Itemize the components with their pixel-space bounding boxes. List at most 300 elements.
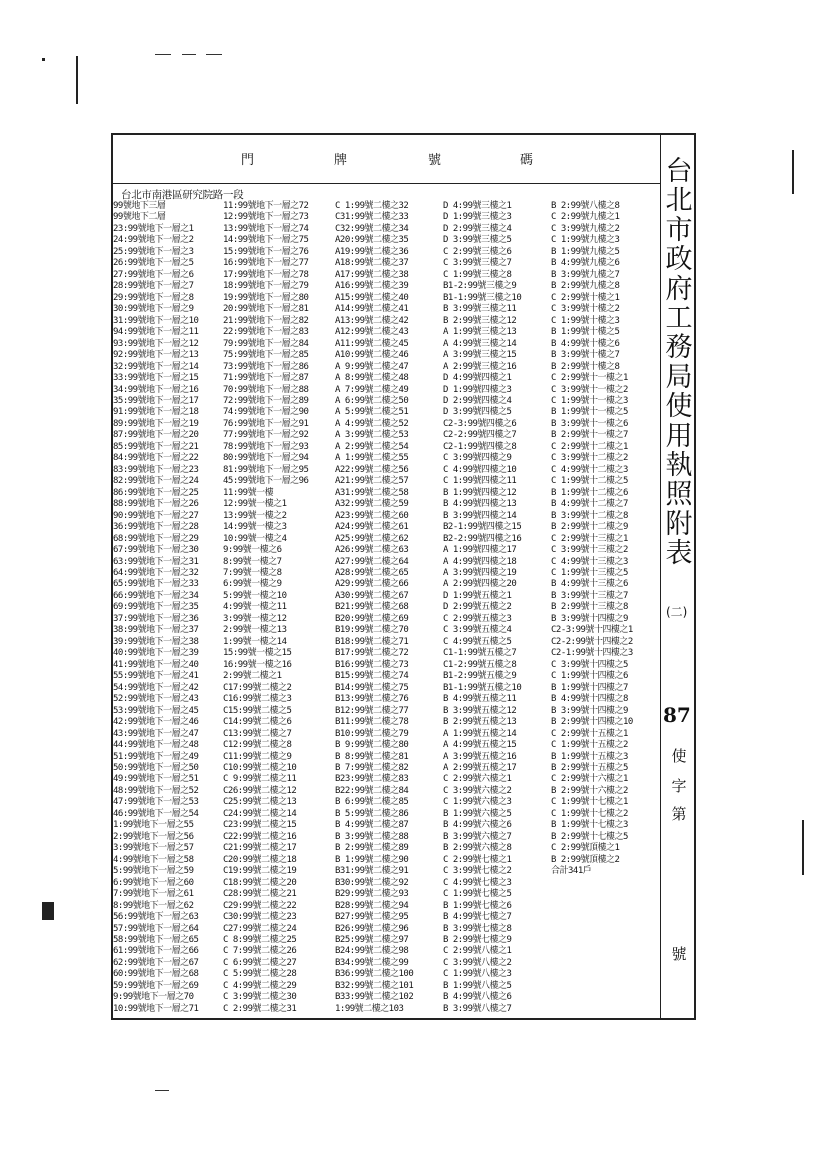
address-entry: D 2:99號四樓之4	[443, 395, 512, 406]
address-entry: B1-2:99號三樓之9	[443, 281, 517, 292]
address-entry: C 7:99號二樓之26	[223, 946, 297, 957]
address-entry: D 4:99號三樓之1	[443, 201, 512, 211]
address-entry: C 1:99號十四樓之6	[551, 671, 628, 682]
address-entry: 15:99號地下一層之76	[223, 246, 309, 257]
address-entry: 35:99號地下一層之17	[113, 395, 199, 406]
address-entry: C1-2:99號五樓之8	[443, 659, 517, 670]
address-entry: B25:99號二樓之97	[335, 935, 409, 945]
address-entry: B16:99號二樓之73	[335, 659, 409, 670]
address-entry: C 1:99號九樓之3	[551, 235, 620, 246]
address-entry: C 1:99號十二樓之5	[551, 476, 628, 487]
scan-mark	[76, 56, 78, 104]
address-entry: C 4:99號四樓之10	[443, 464, 517, 475]
address-entry: C2-3:99號十四樓之1	[551, 625, 633, 636]
address-entry: A 2:99號三樓之16	[443, 361, 517, 372]
header-char: 門	[241, 153, 256, 168]
address-entry: C 2:99號三樓之6	[443, 246, 512, 257]
address-entry: 10:99號一樓之4	[223, 533, 287, 544]
address-entry: B18:99號二樓之71	[335, 636, 409, 647]
address-entry: 11:99號地下一層之72	[223, 201, 309, 211]
address-entry: C 3:99號六樓之2	[443, 785, 512, 796]
address-entry: A29:99號二樓之66	[335, 579, 409, 590]
address-entry: 70:99號地下一層之88	[223, 384, 309, 395]
address-column-5	[551, 201, 661, 878]
address-entry: D 3:99號四樓之5	[443, 407, 512, 418]
scan-mark	[206, 54, 222, 55]
address-entry: B 3:99號六樓之7	[443, 831, 512, 842]
address-entry: 99號地下二層	[113, 212, 166, 223]
address-entry: 20:99號地下一層之81	[223, 304, 309, 315]
address-entry: C 1:99號十樓之3	[551, 315, 620, 326]
address-entry: 42:99號地下一層之46	[113, 717, 199, 728]
address-entry: C25:99號二樓之13	[223, 797, 297, 808]
address-entry: C 2:99號六樓之1	[443, 774, 512, 785]
address-entry: B 3:99號十四樓之9	[551, 613, 628, 624]
address-entry: C27:99號二樓之24	[223, 923, 297, 934]
address-entry: B2-2:99號四樓之16	[443, 533, 522, 544]
address-entry: 88:99號地下一層之26	[113, 499, 199, 510]
address-entry: 17:99號地下一層之78	[223, 269, 309, 280]
scan-mark	[182, 54, 196, 55]
address-entry: 6:99號地下一層之60	[113, 877, 194, 888]
address-entry: A 3:99號三樓之15	[443, 350, 517, 361]
document-title: 台北市政府工務局使用執照附表	[665, 156, 693, 570]
address-entry: 92:99號地下一層之13	[113, 350, 199, 361]
permit-label: 第	[671, 805, 687, 823]
address-entry: 53:99號地下一層之45	[113, 705, 199, 716]
address-entry: 14:99號一樓之3	[223, 522, 287, 533]
address-entry: B1-2:99號五樓之9	[443, 671, 517, 682]
address-entry: A19:99號二樓之36	[335, 246, 409, 257]
address-entry: 21:99號地下一層之82	[223, 315, 309, 326]
scan-mark	[42, 902, 54, 920]
address-entry: A 9:99號二樓之47	[335, 361, 409, 372]
address-entry: B 1:99號十五樓之3	[551, 751, 628, 762]
address-entry: 47:99號地下一層之53	[113, 797, 199, 808]
address-entry: 24:99號地下一層之2	[113, 235, 194, 246]
address-entry: B36:99號二樓之100	[335, 969, 414, 980]
address-entry: B 2:99號五樓之13	[443, 717, 517, 728]
address-entry: 13:99號一樓之2	[223, 510, 287, 521]
address-entry: D 2:99號五樓之2	[443, 602, 512, 613]
address-entry: C 4:99號二樓之29	[223, 980, 297, 991]
address-entry: 6:99號一樓之9	[223, 579, 282, 590]
address-entry: A31:99號二樓之58	[335, 487, 409, 498]
address-entry: C2-2:99號十四樓之2	[551, 636, 633, 647]
address-entry: 23:99號地下一層之1	[113, 223, 194, 234]
address-entry: C 1:99號八樓之3	[443, 969, 512, 980]
address-entry: 2:99號二樓之1	[223, 671, 282, 682]
address-entry: B32:99號二樓之101	[335, 980, 414, 991]
permit-label: 使	[671, 747, 687, 765]
address-entry: B 3:99號七樓之8	[443, 923, 512, 934]
address-entry: C 4:99號五樓之5	[443, 636, 512, 647]
address-entry: 16:99號一樓之16	[223, 659, 292, 670]
address-entry: C32:99號二樓之34	[335, 223, 409, 234]
address-entry: C 1:99號十一樓之3	[551, 395, 628, 406]
address-entry: 13:99號地下一層之74	[223, 223, 309, 234]
address-entry: 57:99號地下一層之64	[113, 923, 199, 934]
address-entry: B 1:99號六樓之5	[443, 808, 512, 819]
permit-label: 字	[671, 777, 687, 795]
address-entry: B 1:99號十樓之5	[551, 327, 620, 338]
address-entry: 43:99號地下一層之47	[113, 728, 199, 739]
address-entry: B 3:99號二樓之88	[335, 831, 409, 842]
address-entry: C24:99號二樓之14	[223, 808, 297, 819]
address-entry: C 2:99號頂樓之1	[551, 843, 620, 854]
address-entry: A18:99號二樓之37	[335, 258, 409, 269]
address-entry: A21:99號二樓之57	[335, 476, 409, 487]
address-entry: C29:99號二樓之22	[223, 900, 297, 911]
address-entry: C 2:99號二樓之31	[223, 1003, 297, 1014]
address-entry: 58:99號地下一層之65	[113, 935, 199, 945]
address-entry: D 3:99號三樓之5	[443, 235, 512, 246]
address-entry: C 1:99號七樓之5	[443, 889, 512, 900]
address-entry: C 3:99號十二樓之2	[551, 453, 628, 464]
address-entry: A 6:99號二樓之50	[335, 395, 409, 406]
address-entry: A26:99號二樓之63	[335, 545, 409, 556]
address-entry: 68:99號地下一層之29	[113, 533, 199, 544]
address-entry: A23:99號二樓之60	[335, 510, 409, 521]
address-entry: B 9:99號二樓之80	[335, 740, 409, 751]
address-entry: 52:99號地下一層之43	[113, 694, 199, 705]
address-entry: A 1:99號三樓之13	[443, 327, 517, 338]
address-entry: A 2:99號四樓之20	[443, 579, 517, 590]
address-entry: B 3:99號三樓之11	[443, 304, 517, 315]
address-entry: 90:99號地下一層之27	[113, 510, 199, 521]
address-entry: B13:99號二樓之76	[335, 694, 409, 705]
document-title-suffix: (二)	[666, 605, 688, 619]
address-entry: C 2:99號十二樓之1	[551, 441, 628, 452]
header-char: 號	[428, 153, 443, 168]
address-entry: 84:99號地下一層之22	[113, 453, 199, 464]
address-entry: B 2:99號十二樓之9	[551, 522, 628, 533]
address-entry: 27:99號地下一層之6	[113, 269, 194, 280]
scan-mark	[792, 150, 794, 194]
address-entry: B 1:99號十一樓之5	[551, 407, 628, 418]
address-entry: B 1:99號七樓之6	[443, 900, 512, 911]
address-entry: B 2:99號十樓之8	[551, 361, 620, 372]
address-entry: B 2:99號頂樓之2	[551, 854, 620, 865]
address-entry: 32:99號地下一層之14	[113, 361, 199, 372]
address-entry: 72:99號地下一層之89	[223, 395, 309, 406]
address-entry: 48:99號地下一層之52	[113, 785, 199, 796]
address-entry: B 1:99號十七樓之3	[551, 820, 628, 831]
address-entry: C 2:99號十五樓之1	[551, 728, 628, 739]
address-entry: B 4:99號十樓之6	[551, 338, 620, 349]
address-entry: C26:99號二樓之12	[223, 785, 297, 796]
address-entry: A 8:99號二樓之48	[335, 373, 409, 384]
address-entry: 19:99號地下一層之80	[223, 292, 309, 303]
permit-number: 87	[663, 703, 691, 727]
address-entry: A 7:99號二樓之49	[335, 384, 409, 395]
scan-mark	[802, 820, 804, 875]
address-entry: D 1:99號三樓之3	[443, 212, 512, 223]
address-entry: 64:99號地下一層之32	[113, 568, 199, 578]
address-entry: D 1:99號四樓之3	[443, 384, 512, 395]
address-entry: B 2:99號十五樓之5	[551, 762, 628, 773]
address-entry: A22:99號二樓之56	[335, 464, 409, 475]
address-entry: C23:99號二樓之15	[223, 820, 297, 831]
address-entry: 2:99號一樓之13	[223, 625, 287, 636]
side-panel	[660, 135, 695, 1018]
address-entry: 75:99號地下一層之85	[223, 350, 309, 361]
address-entry: C 2:99號五樓之3	[443, 613, 512, 624]
address-entry: 4:99號地下一層之58	[113, 854, 194, 865]
permit-label: 號	[671, 945, 687, 963]
address-entry: 94:99號地下一層之11	[113, 327, 199, 338]
address-entry: 76:99號地下一層之91	[223, 418, 309, 429]
address-entry: A30:99號二樓之67	[335, 590, 409, 601]
address-entry: C 5:99號二樓之28	[223, 969, 297, 980]
address-entry: A 4:99號二樓之52	[335, 418, 409, 429]
address-entry: A 1:99號五樓之14	[443, 728, 517, 739]
address-entry: 7:99號一樓之8	[223, 568, 282, 578]
address-entry: B 3:99號十四樓之9	[551, 705, 628, 716]
address-entry: B19:99號二樓之70	[335, 625, 409, 636]
address-entry: A 2:99號五樓之17	[443, 762, 517, 773]
address-entry: C 8:99號二樓之25	[223, 935, 297, 945]
address-entry: B29:99號二樓之93	[335, 889, 409, 900]
address-entry: A 4:99號五樓之15	[443, 740, 517, 751]
address-entry: 2:99號地下一層之56	[113, 831, 194, 842]
address-entry: B 1:99號十四樓之7	[551, 682, 628, 693]
address-entry: C12:99號二樓之8	[223, 740, 292, 751]
address-entry: C 4:99號七樓之3	[443, 877, 512, 888]
address-entry: C 2:99號八樓之1	[443, 946, 512, 957]
address-entry: B31:99號二樓之91	[335, 866, 409, 877]
address-entry: C 6:99號二樓之27	[223, 957, 297, 968]
address-entry: 25:99號地下一層之3	[113, 246, 194, 257]
address-entry: 55:99號地下一層之41	[113, 671, 199, 682]
address-entry: 45:99號地下一層之96	[223, 476, 309, 487]
address-entry: 69:99號地下一層之35	[113, 602, 199, 613]
address-entry: 12:99號地下一層之73	[223, 212, 309, 223]
address-entry: B 3:99號十二樓之8	[551, 510, 628, 521]
table-header	[113, 135, 660, 184]
address-entry: B 1:99號八樓之5	[443, 980, 512, 991]
address-entry: B 2:99號七樓之9	[443, 935, 512, 945]
address-entry: B23:99號二樓之83	[335, 774, 409, 785]
address-entry: C22:99號二樓之16	[223, 831, 297, 842]
address-entry: A27:99號二樓之64	[335, 556, 409, 567]
header-char: 牌	[334, 153, 349, 168]
address-entry: 81:99號地下一層之95	[223, 464, 309, 475]
address-entry: 80:99號地下一層之94	[223, 453, 309, 464]
address-entry: A 1:99號四樓之17	[443, 545, 517, 556]
address-entry: 86:99號地下一層之25	[113, 487, 199, 498]
address-entry: B 2:99號三樓之12	[443, 315, 517, 326]
address-entry: B 2:99號八樓之8	[551, 201, 620, 211]
address-entry: 87:99號地下一層之20	[113, 430, 199, 441]
address-entry: C 2:99號十樓之1	[551, 292, 620, 303]
address-entry: 51:99號地下一層之49	[113, 751, 199, 762]
address-entry: B24:99號二樓之98	[335, 946, 409, 957]
address-entry: A24:99號二樓之61	[335, 522, 409, 533]
address-entry: B 8:99號二樓之81	[335, 751, 409, 762]
address-entry: 4:99號一樓之11	[223, 602, 287, 613]
address-entry: B 7:99號二樓之82	[335, 762, 409, 773]
address-entry: B34:99號二樓之99	[335, 957, 409, 968]
address-entry: 15:99號一樓之15	[223, 648, 292, 659]
address-entry: B 4:99號十三樓之6	[551, 579, 628, 590]
address-entry: B 2:99號九樓之8	[551, 281, 620, 292]
address-entry: C 2:99號十三樓之1	[551, 533, 628, 544]
address-entry: A13:99號二樓之42	[335, 315, 409, 326]
address-entry: C13:99號二樓之7	[223, 728, 292, 739]
address-entry: C 1:99號二樓之32	[335, 201, 409, 211]
address-entry: B 3:99號四樓之14	[443, 510, 517, 521]
address-entry: 1:99號地下一層之55	[113, 820, 194, 831]
address-entry: C 3:99號十三樓之2	[551, 545, 628, 556]
address-entry: B 3:99號九樓之7	[551, 269, 620, 280]
address-entry: C17:99號二樓之2	[223, 682, 292, 693]
address-entry: 16:99號地下一層之77	[223, 258, 309, 269]
address-entry: B1-1:99號三樓之10	[443, 292, 522, 303]
address-column-1	[113, 201, 223, 1015]
address-entry: 82:99號地下一層之24	[113, 476, 199, 487]
address-entry: B17:99號二樓之72	[335, 648, 409, 659]
address-entry: 60:99號地下一層之68	[113, 969, 199, 980]
address-entry: C 1:99號四樓之11	[443, 476, 517, 487]
address-entry: B26:99號二樓之96	[335, 923, 409, 934]
address-entry: 8:99號一樓之7	[223, 556, 282, 567]
address-entry: B 4:99號五樓之11	[443, 694, 517, 705]
address-entry: B 2:99號十七樓之5	[551, 831, 628, 842]
address-entry: A 3:99號五樓之16	[443, 751, 517, 762]
address-entry: C31:99號二樓之33	[335, 212, 409, 223]
address-entry: A15:99號二樓之40	[335, 292, 409, 303]
address-entry: A28:99號二樓之65	[335, 568, 409, 578]
address-entry: 5:99號地下一層之59	[113, 866, 194, 877]
address-entry: B22:99號二樓之84	[335, 785, 409, 796]
address-entry: 11:99號一樓	[223, 487, 274, 498]
address-entry: B 3:99號十樓之7	[551, 350, 620, 361]
street-name: 台北市南港區研究院路一段	[121, 189, 244, 201]
address-entry: 61:99號地下一層之66	[113, 946, 199, 957]
address-entry: 1:99號二樓之103	[335, 1003, 404, 1014]
address-entry: C10:99號二樓之10	[223, 762, 297, 773]
address-entry: B 1:99號九樓之5	[551, 246, 620, 257]
address-entry: 9:99號一樓之6	[223, 545, 282, 556]
address-entry: 3:99號一樓之12	[223, 613, 287, 624]
address-entry: A11:99號二樓之45	[335, 338, 409, 349]
address-entry: B 2:99號六樓之8	[443, 843, 512, 854]
address-entry: 33:99號地下一層之15	[113, 373, 199, 384]
address-entry: 9:99號地下一層之70	[113, 992, 194, 1003]
address-entry: C 4:99號十二樓之3	[551, 464, 628, 475]
address-entry: B 4:99號八樓之6	[443, 992, 512, 1003]
address-entry: B 3:99號五樓之12	[443, 705, 517, 716]
address-entry: 14:99號地下一層之75	[223, 235, 309, 246]
address-entry: C1-1:99號五樓之7	[443, 648, 517, 659]
address-entry: C 2:99號十一樓之1	[551, 373, 628, 384]
address-entry: B 5:99號二樓之86	[335, 808, 409, 819]
address-entry: B 4:99號四樓之13	[443, 499, 517, 510]
address-entry: C15:99號二樓之5	[223, 705, 292, 716]
address-entry: 56:99號地下一層之63	[113, 912, 199, 923]
address-entry: 30:99號地下一層之9	[113, 304, 194, 315]
address-entry: 5:99號一樓之10	[223, 590, 287, 601]
address-entry: A17:99號二樓之38	[335, 269, 409, 280]
address-entry: B15:99號二樓之74	[335, 671, 409, 682]
address-entry: C 3:99號二樓之30	[223, 992, 297, 1003]
address-entry: B 4:99號七樓之7	[443, 912, 512, 923]
address-table	[111, 133, 696, 1020]
address-entry: A 4:99號三樓之14	[443, 338, 517, 349]
address-entry: 7:99號地下一層之61	[113, 889, 194, 900]
address-entry: B10:99號二樓之79	[335, 728, 409, 739]
address-entry: 74:99號地下一層之90	[223, 407, 309, 418]
address-entry: B 2:99號十一樓之7	[551, 430, 628, 441]
address-entry: 83:99號地下一層之23	[113, 464, 199, 475]
address-entry: 12:99號一樓之1	[223, 499, 287, 510]
address-entry: B 4:99號九樓之6	[551, 258, 620, 269]
address-entry: B 4:99號十四樓之8	[551, 694, 628, 705]
address-entry: C28:99號二樓之21	[223, 889, 297, 900]
address-entry: B 4:99號十二樓之7	[551, 499, 628, 510]
address-entry: 73:99號地下一層之86	[223, 361, 309, 372]
address-entry: A14:99號二樓之41	[335, 304, 409, 315]
scan-mark	[155, 54, 171, 55]
address-entry: B14:99號二樓之75	[335, 682, 409, 693]
address-entry: A12:99號二樓之43	[335, 327, 409, 338]
address-entry: D 2:99號三樓之4	[443, 223, 512, 234]
address-column-4	[443, 201, 553, 1015]
address-entry: A 3:99號四樓之19	[443, 568, 517, 578]
header-char: 碼	[520, 153, 535, 168]
address-entry: 22:99號地下一層之83	[223, 327, 309, 338]
address-entry: C21:99號二樓之17	[223, 843, 297, 854]
address-entry: 46:99號地下一層之54	[113, 808, 199, 819]
address-entry: 89:99號地下一層之19	[113, 418, 199, 429]
address-entry: 31:99號地下一層之10	[113, 315, 199, 326]
address-entry: A20:99號二樓之35	[335, 235, 409, 246]
address-entry: C 4:99號十三樓之3	[551, 556, 628, 567]
address-entry: C18:99號二樓之20	[223, 877, 297, 888]
address-entry: 3:99號地下一層之57	[113, 843, 194, 854]
address-entry: B 1:99號二樓之90	[335, 854, 409, 865]
address-entry: 8:99號地下一層之62	[113, 900, 194, 911]
address-entry: B 3:99號十一樓之6	[551, 418, 628, 429]
address-entry: C 1:99號十五樓之2	[551, 740, 628, 751]
address-entry: B 3:99號十三樓之7	[551, 590, 628, 601]
address-entry: C 2:99號十六樓之1	[551, 774, 628, 785]
address-entry: 49:99號地下一層之51	[113, 774, 199, 785]
address-entry: C19:99號二樓之19	[223, 866, 297, 877]
address-entry: A 3:99號二樓之53	[335, 430, 409, 441]
address-entry: C30:99號二樓之23	[223, 912, 297, 923]
address-entry: 38:99號地下一層之37	[113, 625, 199, 636]
scan-mark	[42, 58, 45, 61]
address-entry: 85:99號地下一層之21	[113, 441, 199, 452]
address-entry: C2-3:99號四樓之6	[443, 418, 517, 429]
address-entry: C 1:99號十三樓之5	[551, 568, 628, 578]
address-entry: A 2:99號二樓之54	[335, 441, 409, 452]
address-entry: D 4:99號四樓之1	[443, 373, 512, 384]
address-entry: C20:99號二樓之18	[223, 854, 297, 865]
address-entry: 44:99號地下一層之48	[113, 740, 199, 751]
address-entry: A16:99號二樓之39	[335, 281, 409, 292]
address-entry: B 1:99號四樓之12	[443, 487, 517, 498]
address-entry: 77:99號地下一層之92	[223, 430, 309, 441]
address-entry: C 2:99號七樓之1	[443, 854, 512, 865]
address-entry: 10:99號地下一層之71	[113, 1003, 199, 1014]
address-entry: C 3:99號五樓之4	[443, 625, 512, 636]
address-entry: C 2:99號九樓之1	[551, 212, 620, 223]
address-entry: B 1:99號十二樓之6	[551, 487, 628, 498]
address-entry: B1-1:99號五樓之10	[443, 682, 522, 693]
